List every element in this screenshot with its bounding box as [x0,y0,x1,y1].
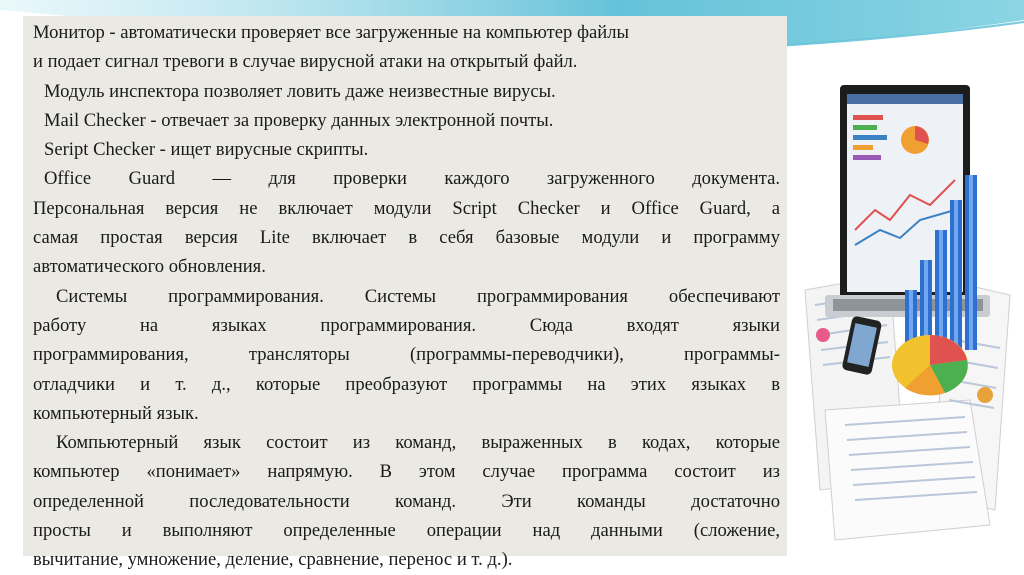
text-line: самая простая версия Lite включает в себя базовые модули и программу [33,227,780,249]
text-line: компьютерный язык. [33,402,199,424]
text-line: программирования, трансляторы (программы-переводчики), программы- [33,344,780,366]
text-line: автоматического обновления. [33,256,266,278]
text-line: Компьютерный язык состоит из команд, выраженных в кодах, которые [56,432,780,454]
text-line: просты и выполняют определенные операции над данными (сложение, [33,520,780,542]
text-line: Модуль инспектора позволяет ловить даже неизвестные вирусы. [44,80,556,102]
slide-text [33,18,780,575]
pie-graphic [892,335,968,395]
text-panel [23,16,787,571]
text-line: Office Guard — для проверки каждого загруженного документа. [44,168,780,190]
text-line: Персональная версия не включает модули Script Checker и Office Guard, а [33,197,780,219]
text-line: Mail Checker - отвечает за проверку данных электронной почты. [44,109,554,131]
text-line: и подает сигнал тревоги в случае вирусной атаки на открытый файл. [33,51,578,73]
text-line: вычитание, умножение, деление, сравнение, перенос и т. д.). [33,549,513,571]
text-line: отладчики и т. д., которые преобразуют программы на этих языках в [33,373,780,395]
text-line: Монитор - автоматически проверяет все загруженные на компьютер файлы [33,22,630,43]
laptop-charts-illustration [795,80,1020,550]
text-line: Seript Checker - ищет вирусные скрипты. [44,139,369,161]
text-line: работу на языках программирования. Сюда входят языки [33,314,780,336]
text-line: Системы программирования. Системы программирования обеспечивают [56,285,780,307]
text-line: компьютер «понимает» напрямую. В этом случае программа состоит из [33,461,780,483]
text-line: определенной последовательности команд. Эти команды достаточно [33,490,780,512]
